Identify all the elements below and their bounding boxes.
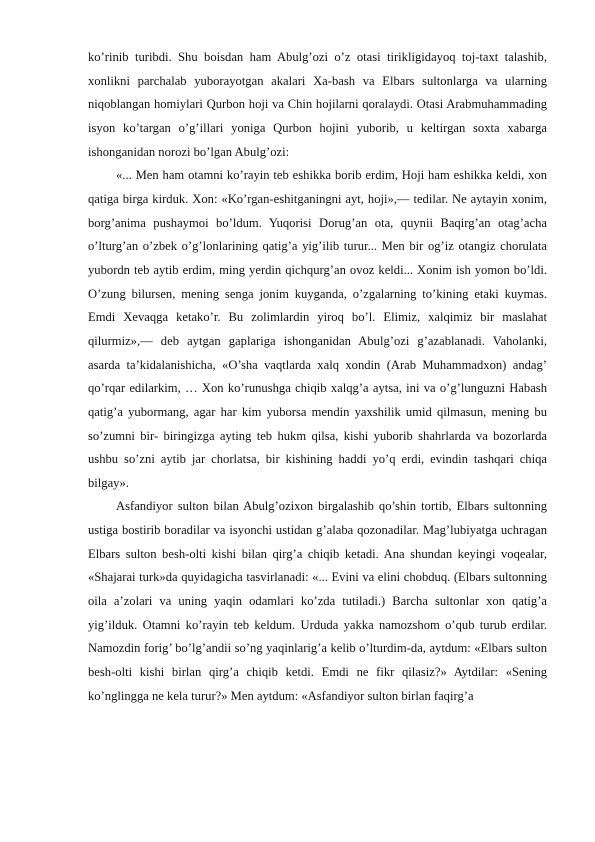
- paragraph-2: «... Men ham otamni ko’rayin teb eshikka borib erdim, Hoji ham eshikka keldi, xon qatiga birga kirduk. Xon: «Ko’rgan-eshitganingni ayt, hoji»,— tedilar. Ne aytayin xonim, borg’anima pushaymoi bo’ldum. Yuqorisi Dorug’an ota, quynii Baqirg’an otag’acha o’lturg’an o’zbek o’g’lonlarining qatig’a yig’ilib turur... Men bir og’iz otangiz chorulata yubordn teb aytib erdim, ming yerdin qichqurg’an ovoz keldi... Xonim ish yomon bo’ldi. O’zung bilursen, mening senga jonim kuyganda, o’zgalarning to’kining etaki kuymas. Emdi Xevaqga ketako’r. Bu zolimlardin yiroq bo’l. Elimiz, xalqimiz bir maslahat qilurmiz»,— deb aytgan gaplariga ishonganidan Abulg’ozi g’azablanadi. Vaholanki, asarda ta’kidalanishicha, «O’sha vaqtlarda xalq xondin (Arab Muhammadxon) andag’ qo’rqar edilarkim, … Xon ko’runushga chiqib xalqg’a aytsa, ini va o’g’lunguzni Habash qatig’a yubormang, agar har kim yuborsa mendin yaxshilik umid qilmasun, mening bu so’zumni bir- biringizga ayting teb hukm qilsa, kishi yuborib shahrlarda va bozorlarda ushbu so’zni aytib jar chorlatsa, bir kishining haddi yo’q erdi, evindin tashqari chiqa bilgay».: [88, 168, 547, 490]
- document-body: [88, 46, 547, 708]
- paragraph-1: ko’rinib turibdi. Shu boisdan ham Abulg’ozi o’z otasi tirikligidayoq toj-taxt talashib, xonlikni parchalab yuborayotgan akalari Xa-bash va Elbars sultonlarga va ularning niqoblangan homiylari Qurbon hoji va Chin hojilarni qoralaydi. Otasi Arabmuhammading isyon ko’targan o’g’illari yoniga Qurbon hojini yuborib, u keltirgan soxta xabarga ishonganidan norozi bo’lgan Abulg’ozi:: [88, 50, 547, 159]
- paragraph-3: Asfandiyor sulton bilan Abulg’ozixon birgalashib qo’shin tortib, Elbars sultonning ustiga bostirib boradilar va isyonchi ustidan g’alaba qozonadilar. Mag’lubiyatga uchragan Elbars sulton besh-olti kishi bilan qirg’a chiqib ketadi. Ana shundan keyingi voqealar, «Shajarai turk»da quyidagicha tasvirlanadi: «... Evini va elini chobduq. (Elbars sultonning oila a’zolari va uning yaqin odamlari ko’zda tutiladi.) Barcha sultonlar xon qatig’a yig’ilduk. Otamni ko’rayin teb keldum. Urduda yakka namozshom o’qub turub erdilar. Namozdin forig’ bo’lg’andii so’ng yaqinlarig’a kelib o’lturdim-da, aytdum: «Elbars sulton besh-olti kishi birlan qirg’a chiqib ketdi. Emdi ne fikr qilasiz?» Aytdilar: «Sening ko’nglingga ne kela turur?» Men aytdum: «Asfandiyor sulton birlan faqirg’a: [88, 499, 547, 703]
